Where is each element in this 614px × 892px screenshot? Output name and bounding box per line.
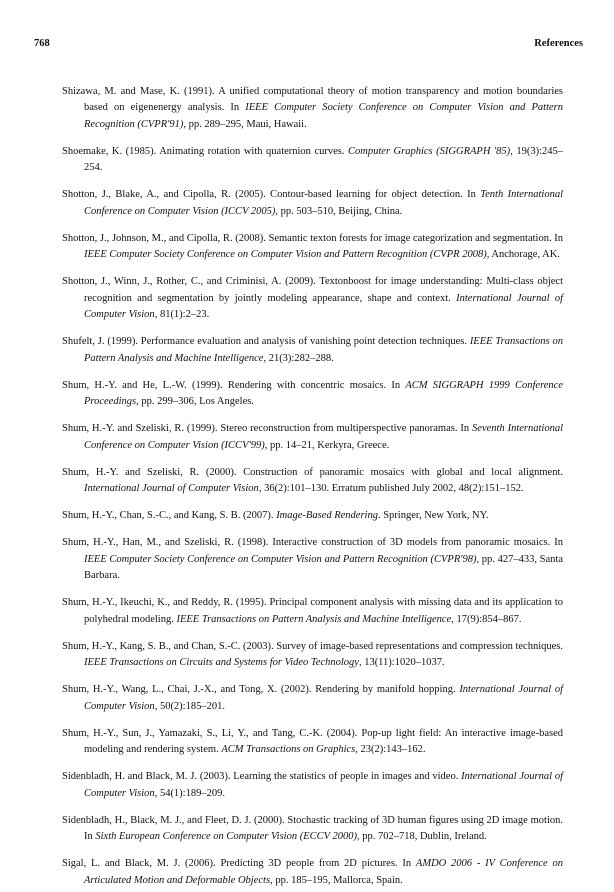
reference-entry: Shotton, J., Winn, J., Rother, C., and Criminisi, A. (2009). Textonboost for image understanding: Multi-class object recognition and segmentation by jointly modeling appearance, shape and context. International Journal of Computer Vision, 81(1):2–23. bbox=[62, 276, 563, 320]
reference-entry: Sidenbladh, H., Black, M. J., and Fleet, D. J. (2000). Stochastic tracking of 3D human figures using 2D image motion. In Sixth European Conference on Computer Vision (ECCV 2000), pp. 702–718, Dublin, Ireland. bbox=[62, 814, 563, 842]
reference-entry: Shoemake, K. (1985). Animating rotation with quaternion curves. Computer Graphics (SIGGRAPH '85), 19(3):245–254. bbox=[62, 145, 564, 173]
reference-entry: Sigal, L. and Black, M. J. (2006). Predicting 3D people from 2D pictures. In AMDO 2006 - IV Conference on Articulated Motion and Deformable Objects, pp. 185–195, Mallorca, Spain. bbox=[62, 858, 563, 886]
reference-entry: Shotton, J., Johnson, M., and Cipolla, R. (2008). Semantic texton forests for image categorization and segmentation. In IEEE Computer Society Conference on Computer Vision and Pattern Recognition (CVPR 2008), Anchorage, AK. bbox=[62, 232, 563, 260]
reference-entry: Shum, H.-Y., Han, M., and Szeliski, R. (1998). Interactive construction of 3D models from panoramic mosaics. In IEEE Computer Society Conference on Computer Vision and Pattern Recognition (CVPR'98), pp. 427–433, Santa Barbara. bbox=[62, 537, 564, 581]
page-number: 768 bbox=[34, 38, 50, 49]
reference-entry: Sidenbladh, H. and Black, M. J. (2003). Learning the statistics of people in images and video. International Journal of Computer Vision, 54(1):189–209. bbox=[62, 771, 563, 799]
page-header bbox=[34, 38, 583, 49]
reference-entry: Shum, H.-Y. and He, L.-W. (1999). Rendering with concentric mosaics. In ACM SIGGRAPH 1999 Conference Proceedings, pp. 299–306, Los Angeles. bbox=[62, 379, 563, 407]
reference-entry: Shizawa, M. and Mase, K. (1991). A unified computational theory of motion transparency and motion boundaries based on eigenenergy analysis. In IEEE Computer Society Conference on Computer Vision and Pattern Recognition (CVPR'91), pp. 289–295, Maui, Hawaii. bbox=[62, 85, 563, 130]
reference-entry: Shum, H.-Y., Kang, S. B., and Chan, S.-C. (2003). Survey of image-based representations and compression techniques. IEEE Transactions on Circuits and Systems for Video Technology, 13(11):1020–1037. bbox=[62, 640, 563, 668]
reference-entry: Shotton, J., Blake, A., and Cipolla, R. (2005). Contour-based learning for object detection. In Tenth International Conference on Computer Vision (ICCV 2005), pp. 503–510, Beijing, China. bbox=[62, 189, 563, 217]
reference-entry: Shum, H.-Y., Wang, L., Chai, J.-X., and Tong, X. (2002). Rendering by manifold hopping. International Journal of Computer Vision, 50(2):185–201. bbox=[62, 684, 564, 712]
reference-entry: Shufelt, J. (1999). Performance evaluation and analysis of vanishing point detection techniques. IEEE Transactions on Pattern Analysis and Machine Intelligence, 21(3):282–288. bbox=[62, 336, 563, 364]
reference-entry: Shum, H.-Y. and Szeliski, R. (1999). Stereo reconstruction from multiperspective panoramas. In Seventh International Conference on Computer Vision (ICCV'99), pp. 14–21, Kerkyra, Greece. bbox=[62, 423, 564, 451]
reference-entry: Shum, H.-Y., Sun, J., Yamazaki, S., Li, Y., and Tang, C.-K. (2004). Pop-up light field: An interactive image-based modeling and rendering system. ACM Transactions on Graphics, 23(2):143–162. bbox=[62, 727, 563, 755]
reference-list bbox=[62, 73, 563, 892]
reference-entry: Shum, H.-Y., Chan, S.-C., and Kang, S. B. (2007). Image-Based Rendering. Springer, New York, NY. bbox=[62, 510, 489, 521]
section-title: References bbox=[534, 38, 583, 49]
reference-entry: Shum, H.-Y., Ikeuchi, K., and Reddy, R. (1995). Principal component analysis with missing data and its application to polyhedral modeling. IEEE Transactions on Pattern Analysis and Machine Intelligence, 17(9):854–867. bbox=[62, 597, 563, 625]
reference-entry: Shum, H.-Y. and Szeliski, R. (2000). Construction of panoramic mosaics with global and local alignment. International Journal of Computer Vision, 36(2):101–130. Erratum published July 2002, 48(2):151–152. bbox=[62, 466, 563, 494]
